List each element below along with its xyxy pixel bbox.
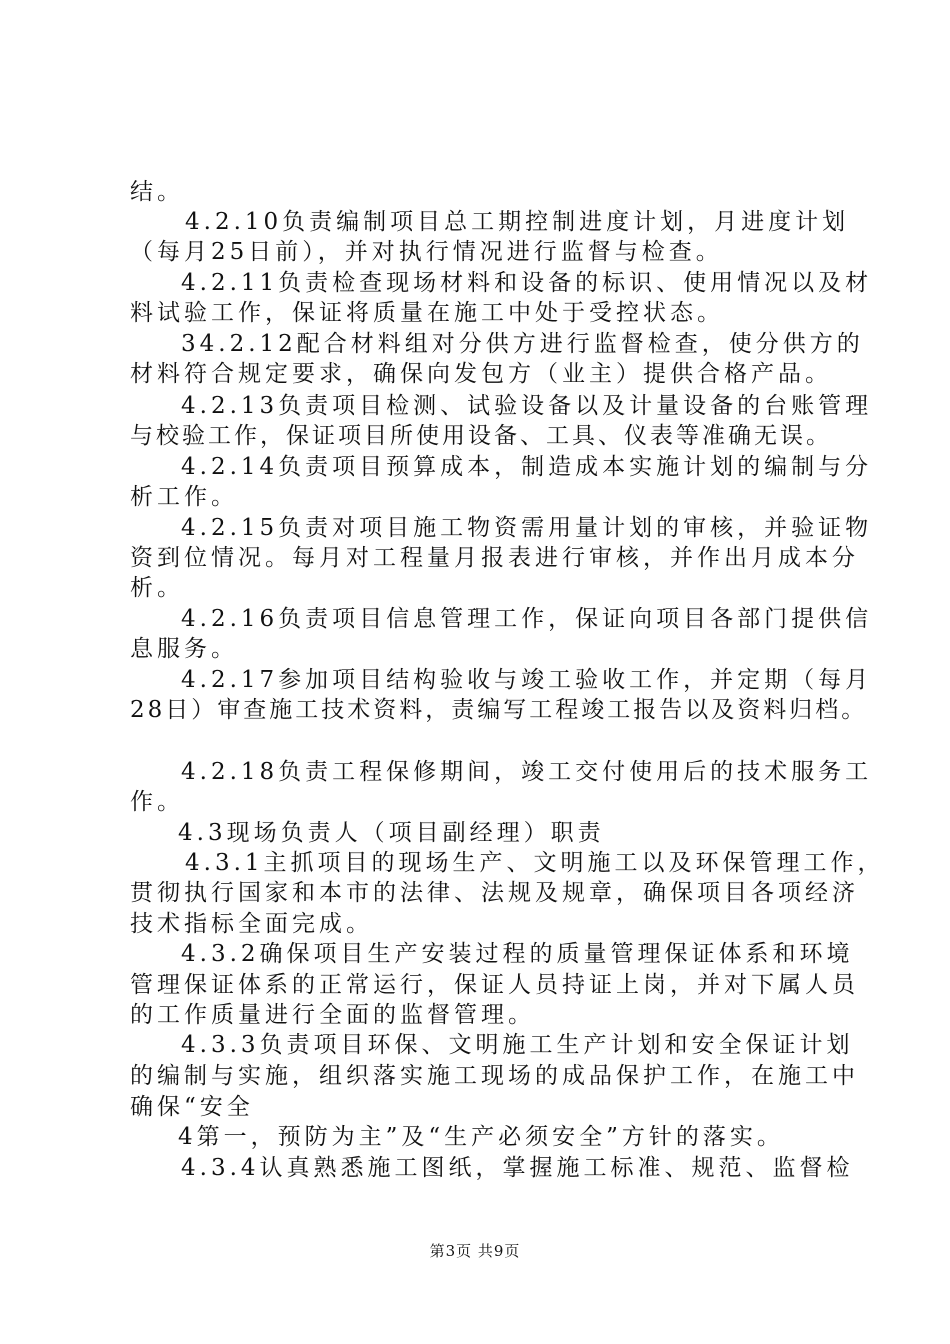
text-line: 4.3.1主抓项目的现场生产、文明施工以及环保管理工作， [185, 850, 885, 876]
text-line: 4.3.4认真熟悉施工图纸，掌握施工标准、规范、监督检 [181, 1155, 854, 1181]
text-line: 资到位情况。每月对工程量月报表进行审核，并作出月成本分 [130, 545, 859, 571]
text-line: 息服务。 [130, 636, 238, 662]
text-line: 料试验工作，保证将质量在施工中处于受控状态。 [130, 300, 724, 326]
text-line: 4.2.10负责编制项目总工期控制进度计划，月进度计划 [185, 209, 850, 235]
text-line: 结。 [130, 179, 184, 205]
text-line: 4.3现场负责人（项目副经理）职责 [178, 820, 605, 846]
text-line: 与校验工作，保证项目所使用设备、工具、仪表等准确无误。 [130, 423, 832, 449]
text-line: 的工作质量进行全面的监督管理。 [130, 1002, 535, 1028]
text-line: 4.2.16负责项目信息管理工作，保证向项目各部门提供信 [181, 606, 873, 632]
page-number-footer: 第3页 共9页 [429, 1242, 521, 1260]
text-line: 析工作。 [130, 484, 238, 510]
text-line: 34.2.12配合材料组对分供方进行监督检查，使分供方的 [181, 331, 864, 357]
text-line: 4.3.3负责项目环保、文明施工生产计划和安全保证计划 [181, 1032, 854, 1058]
text-line: 28日）审查施工技术资料，责编写工程竣工报告以及资料归档。 [130, 697, 868, 723]
text-line: 4.2.11负责检查现场材料和设备的标识、使用情况以及材 [181, 270, 873, 296]
text-line: 材料符合规定要求，确保向发包方（业主）提供合格产品。 [130, 361, 832, 387]
text-line: （每月25日前），并对执行情况进行监督与检查。 [130, 239, 723, 265]
text-line: 4.2.17参加项目结构验收与竣工验收工作，并定期（每月 [181, 667, 873, 693]
text-line: 管理保证体系的正常运行，保证人员持证上岗，并对下属人员 [130, 972, 859, 998]
text-line: 4.3.2确保项目生产安装过程的质量管理保证体系和环境 [181, 941, 854, 967]
text-line: 4第一，预防为主”及“生产必须安全”方针的落实。 [178, 1124, 784, 1150]
text-line: 析。 [130, 575, 184, 601]
text-line: 作。 [130, 789, 184, 815]
text-line: 的编制与实施，组织落实施工现场的成品保护工作，在施工中 [130, 1063, 859, 1089]
text-line: 4.2.18负责工程保修期间，竣工交付使用后的技术服务工 [181, 759, 873, 785]
text-line: 4.2.15负责对项目施工物资需用量计划的审核，并验证物 [181, 515, 873, 541]
text-line: 技术指标全面完成。 [130, 911, 373, 937]
text-line: 4.2.13负责项目检测、试验设备以及计量设备的台账管理 [181, 393, 873, 419]
text-line: 确保“安全 [130, 1094, 254, 1120]
text-line: 贯彻执行国家和本市的法律、法规及规章，确保项目各项经济 [130, 880, 859, 906]
text-line: 4.2.14负责项目预算成本，制造成本实施计划的编制与分 [181, 454, 873, 480]
